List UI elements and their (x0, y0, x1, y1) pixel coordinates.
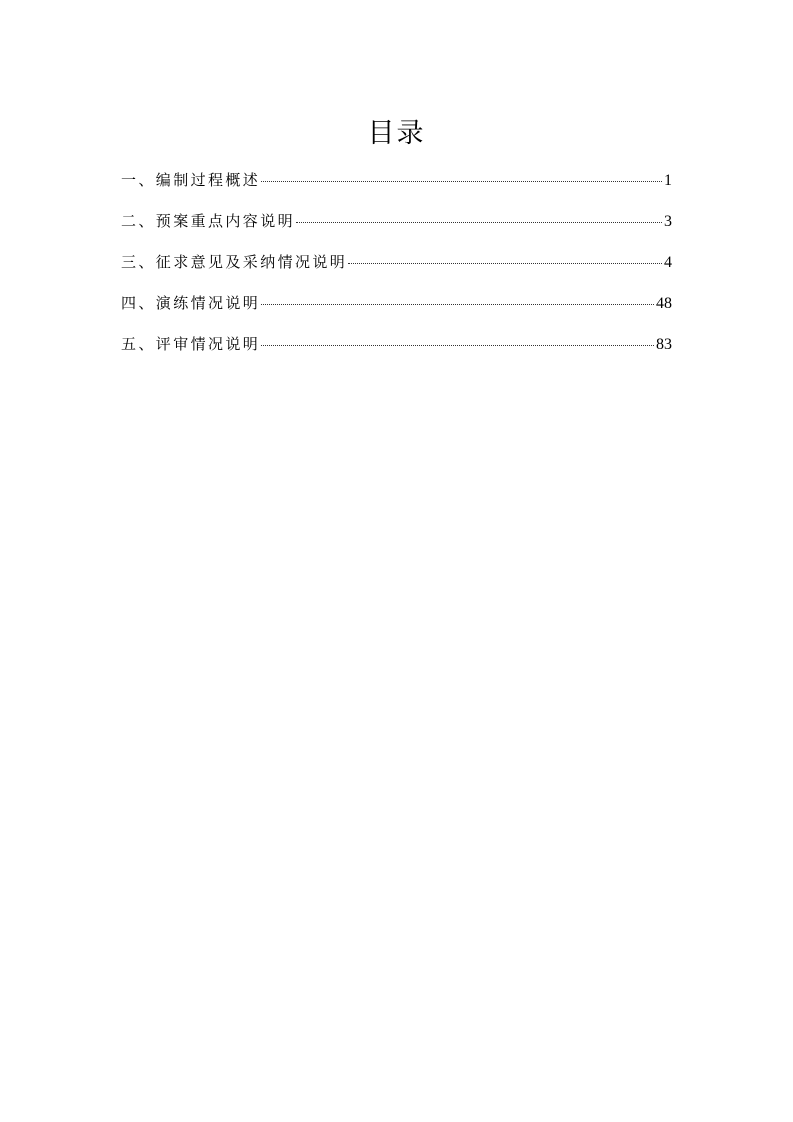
toc-entry-label: 一、编制过程概述 (121, 171, 261, 189)
toc-dot-leader (296, 222, 662, 223)
toc-entry-1[interactable] (121, 168, 672, 209)
toc-entry-4[interactable] (121, 291, 672, 332)
toc-entry-label: 五、评审情况说明 (121, 335, 261, 353)
toc-page-number: 48 (656, 295, 672, 312)
table-of-contents (121, 168, 672, 373)
toc-entry-label: 四、演练情况说明 (121, 294, 261, 312)
toc-dot-leader (261, 181, 662, 182)
toc-entry-2[interactable] (121, 209, 672, 250)
toc-page-number: 83 (656, 336, 672, 353)
toc-entry-label: 三、征求意见及采纳情况说明 (121, 253, 348, 271)
page-title: 目录 (367, 118, 426, 150)
toc-entry-3[interactable] (121, 250, 672, 291)
toc-dot-leader (348, 263, 662, 264)
toc-page-number: 1 (664, 172, 672, 189)
toc-dot-leader (261, 304, 654, 305)
toc-entry-label: 二、预案重点内容说明 (121, 212, 296, 230)
toc-page-number: 4 (664, 254, 672, 271)
toc-entry-5[interactable] (121, 332, 672, 373)
toc-page-number: 3 (664, 213, 672, 230)
toc-dot-leader (261, 345, 654, 346)
